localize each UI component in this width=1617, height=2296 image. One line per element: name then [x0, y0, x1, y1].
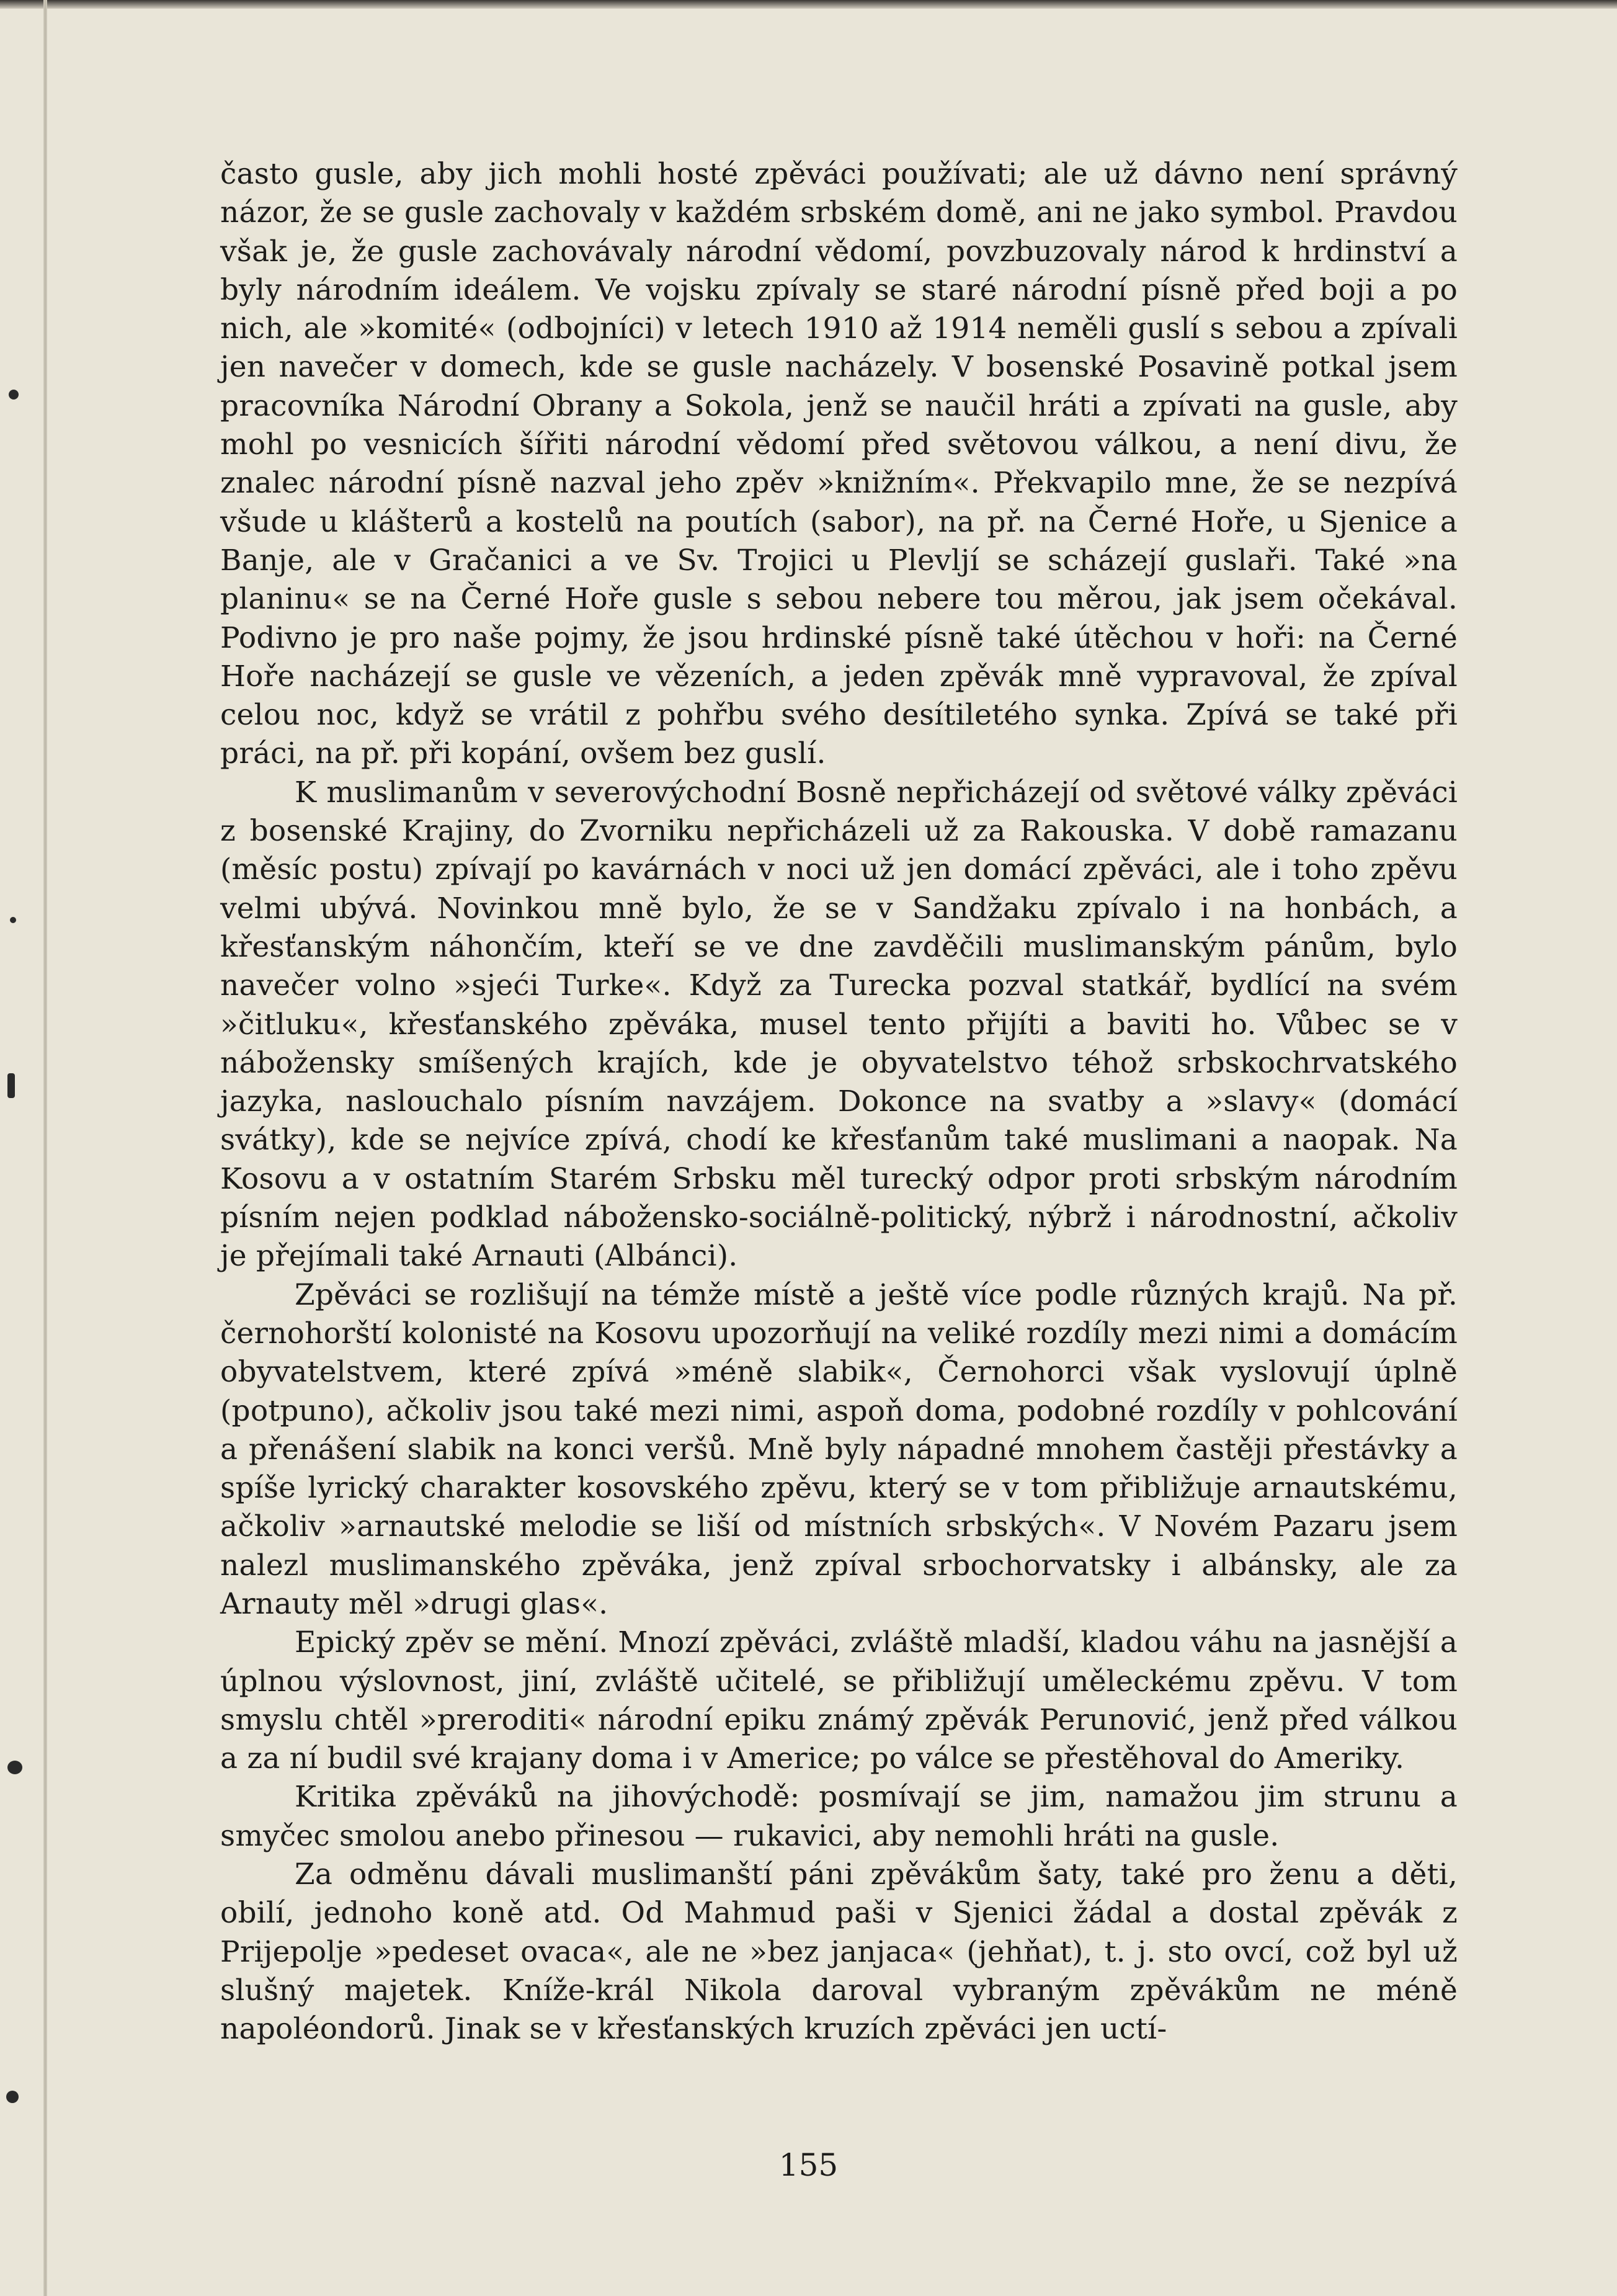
margin-ink-mark [7, 1073, 15, 1098]
page-body-text [220, 155, 1458, 2049]
margin-dot-mark [7, 1761, 22, 1774]
paragraph: K muslimanům v severovýchodní Bosně nepřicházejí od světové války zpěváci z bosenské Krajiny, do Zvorniku nepřicházeli už za Rakouska. V době ramazanu (měsíc postu) zpívají po kavárnách v noci už jen domácí zpěváci, ale i toho zpěvu velmi ubývá. Novinkou mně bylo, že se v Sandžaku zpívalo i na honbách, a křesťanským náhončím, kteří se ve dne zavděčili muslimanským pánům, bylo navečer volno »sjeći Turke«. Když za Turecka pozval statkář, bydlící na svém »čitluku«, křesťanského zpěváka, musel tento přijíti a baviti ho. Vůbec se v nábožensky smíšených krajích, kde je obyvatelstvo téhož srbskochrvatského jazyka, naslouchalo písním navzájem. Dokonce na svatby a »slavy« (domácí svátky), kde se nejvíce zpívá, chodí ke křesťanům také muslimani a naopak. Na Kosovu a v ostatním Starém Srbsku měl turecký odpor proti srbským národním písním nejen podklad nábožensko-sociálně-politický, nýbrž i národnostní, ačkoliv je přejímali také Arnauti (Albánci). [220, 775, 1458, 1274]
page-number: 155 [778, 2147, 839, 2183]
margin-dot-mark [9, 390, 19, 400]
paragraph: Zpěváci se rozlišují na témže místě a ještě více podle různých krajů. Na př. černohorští kolonisté na Kosovu upozorňují na veliké rozdíly mezi nimi a domácím obyvatelstvem, které zpívá »méně slabik«, Černohorci však vyslovují úplně (potpuno), ačkoliv jsou také mezi nimi, aspoň doma, podobné rozdíly v pohlcování a přenášení slabik na konci veršů. Mně byly nápadné mnohem častěji přestávky a spíše lyrický charakter kosovského zpěvu, který se v tom přibližuje arnautskému, ačkoliv »arnautské melodie se liší od místních srbských«. V Novém Pazaru jsem nalezl muslimanského zpěváka, jenž zpíval srbochorvatsky i albánsky, ale za Arnauty měl »drugi glas«. [220, 1277, 1458, 1621]
paragraph: Epický zpěv se mění. Mnozí zpěváci, zvláště mladší, kladou váhu na jasnější a úplnou výslovnost, jiní, zvláště učitelé, se přibližují uměleckému zpěvu. V tom smyslu chtěl »preroditi« národní epiku známý zpěvák Perunović, jenž před válkou a za ní budil své krajany doma i v Americe; po válce se přestěhoval do Ameriky. [220, 1625, 1458, 1776]
paragraph: Kritika zpěváků na jihovýchodě: posmívají se jim, namažou jim strunu a smyčec smolou anebo přinesou — rukavici, aby nemohli hráti na gusle. [220, 1780, 1458, 1853]
margin-dot-mark [10, 917, 16, 923]
scan-top-edge [0, 0, 1617, 9]
scan-binding-edge [43, 0, 47, 2296]
paragraph: Za odměnu dávali muslimanští páni zpěvákům šaty, také pro ženu a děti, obilí, jednoho koně atd. Od Mahmud paši v Sjenici žádal a dostal zpěvák z Prijepolje »pedeset ovaca«, ale ne »bez janjaca« (jehňat), t. j. sto ovcí, což byl už slušný majetek. Kníže-král Nikola daroval vybraným zpěvákům ne méně napoléondorů. Jinak se v křesťanských kruzích zpěváci jen uctí- [220, 1857, 1458, 2047]
margin-dot-mark [6, 2091, 19, 2103]
paragraph: často gusle, aby jich mohli hosté zpěváci používati; ale už dávno není správný názor, že se gusle zachovaly v každém srbském domě, ani ne jako symbol. Pravdou však je, že gusle zachovávaly národní vědomí, povzbuzovaly národ k hrdinství a byly národním ideálem. Ve vojsku zpívaly se staré národní písně před boji a po nich, ale »komité« (odbojníci) v letech 1910 až 1914 neměli guslí s sebou a zpívali jen navečer v domech, kde se gusle nacházely. V bosenské Posavině potkal jsem pracovníka Národní Obrany a Sokola, jenž se naučil hráti a zpívati na gusle, aby mohl po vesnicích šířiti národní vědomí před světovou válkou, a není divu, že znalec národní písně nazval jeho zpěv »knižním«. Překvapilo mne, že se nezpívá všude u klášterů a kostelů na poutích (sabor), na př. na Černé Hoře, u Sjenice a Banje, ale v Gračanici a ve Sv. Trojici u Plevljí se scházejí guslaři. Také »na planinu« se na Černé Hoře gusle s sebou nebere tou měrou, jak jsem očekával. Podivno je pro naše pojmy, že jsou hrdinské písně také útěchou v hoři: na Černé Hoře nacházejí se gusle ve vězeních, a jeden zpěvák mně vypravoval, že zpíval celou noc, když se vrátil z pohřbu svého desítiletého synka. Zpívá se také při práci, na př. při kopání, ovšem bez guslí. [220, 157, 1458, 771]
